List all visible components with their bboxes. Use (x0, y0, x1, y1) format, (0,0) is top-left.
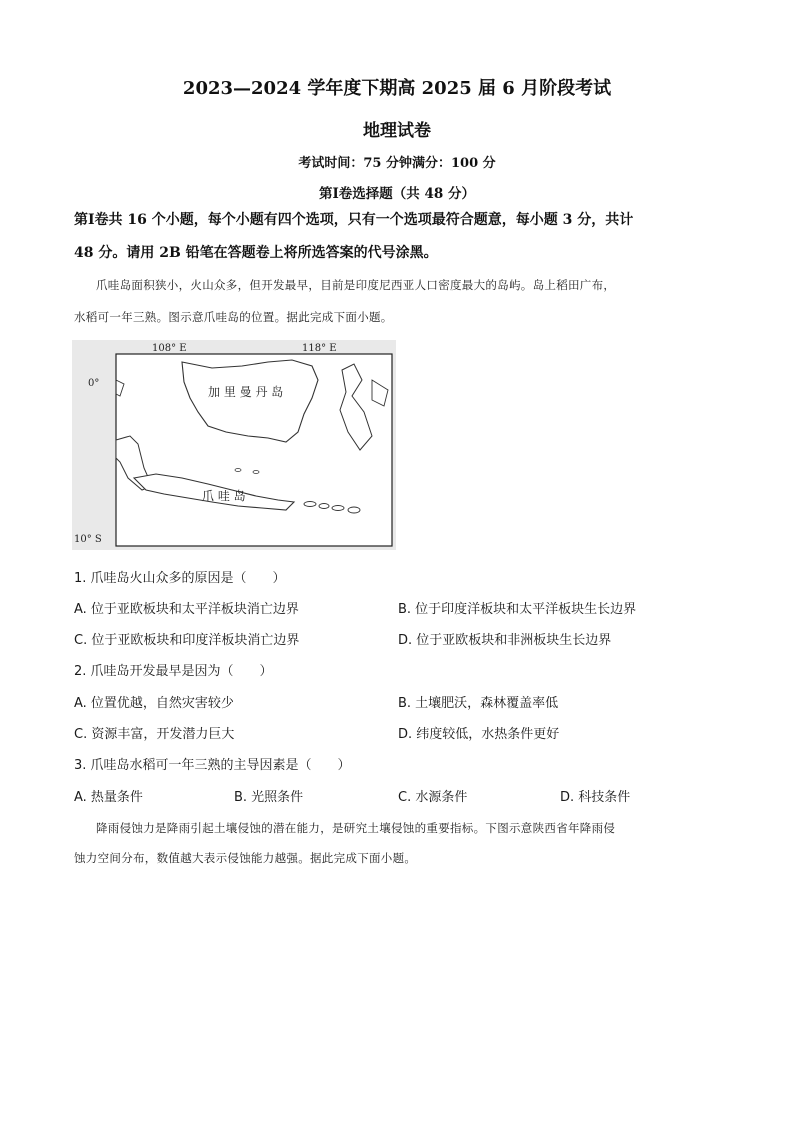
passage-1-line-1: 爪哇岛面积狭小，火山众多，但开发最早，目前是印度尼西亚人口密度最大的岛屿。岛上稻田广布， (96, 278, 616, 292)
lat-label-10s: 10° S (74, 534, 102, 545)
question-3-option-a: A. 热量条件 (74, 790, 143, 805)
section-heading: 第Ⅰ卷选择题（共 48 分） (318, 186, 475, 202)
question-1-option-a: A. 位于亚欧板块和太平洋板块消亡边界 (74, 602, 299, 617)
kalimantan-label: 加 里 曼 丹 岛 (208, 385, 284, 399)
passage-2-line-2: 蚀力空间分布，数值越大表示侵蚀能力越强。据此完成下面小题。 (74, 851, 417, 865)
question-2-option-c: C. 资源丰富，开发潜力巨大 (74, 727, 235, 742)
subject-title: 地理试卷 (363, 121, 431, 141)
question-1-stem: 1. 爪哇岛火山众多的原因是（ ） (74, 571, 286, 586)
passage-1-line-2: 水稻可一年三熟。图示意爪哇岛的位置。据此完成下面小题。 (74, 310, 393, 324)
question-2-option-b: B. 土壤肥沃，森林覆盖率低 (398, 696, 559, 711)
java-label: 爪 哇 岛 (202, 489, 246, 503)
question-2-option-a: A. 位置优越，自然灾害较少 (74, 696, 234, 711)
question-3-stem: 3. 爪哇岛水稻可一年三熟的主导因素是（ ） (74, 758, 351, 773)
question-1-option-b: B. 位于印度洋板块和太平洋板块生长边界 (398, 602, 637, 617)
question-2-stem: 2. 爪哇岛开发最早是因为（ ） (74, 664, 273, 679)
passage-2-line-1: 降雨侵蚀力是降雨引起土壤侵蚀的潜在能力，是研究土壤侵蚀的重要指标。下图示意陕西省年降雨侵 (96, 821, 616, 835)
question-3-option-b: B. 光照条件 (234, 790, 304, 805)
question-1-option-d: D. 位于亚欧板块和非洲板块生长边界 (398, 633, 612, 648)
question-3-option-c: C. 水源条件 (398, 790, 468, 805)
question-2-option-d: D. 纬度较低，水热条件更好 (398, 727, 560, 742)
question-3-option-d: D. 科技条件 (560, 790, 631, 805)
lon-label-108: 108° E (152, 343, 187, 354)
exam-title: 2023—2024 学年度下期高 2025 届 6 月阶段考试 (182, 78, 612, 99)
question-1-option-c: C. 位于亚欧板块和印度洋板块消亡边界 (74, 633, 300, 648)
instructions-line-1: 第Ⅰ卷共 16 个小题，每个小题有四个选项，只有一个选项最符合题意，每小题 3 分，共计 (74, 212, 634, 228)
lon-label-118: 118° E (302, 343, 337, 354)
instructions-line-2: 48 分。请用 2B 铅笔在答题卷上将所选答案的代号涂黑。 (74, 245, 438, 261)
java-location-map (72, 340, 396, 550)
exam-info: 考试时间：75 分钟满分：100 分 (298, 156, 496, 171)
lat-label-0: 0° (88, 378, 100, 389)
